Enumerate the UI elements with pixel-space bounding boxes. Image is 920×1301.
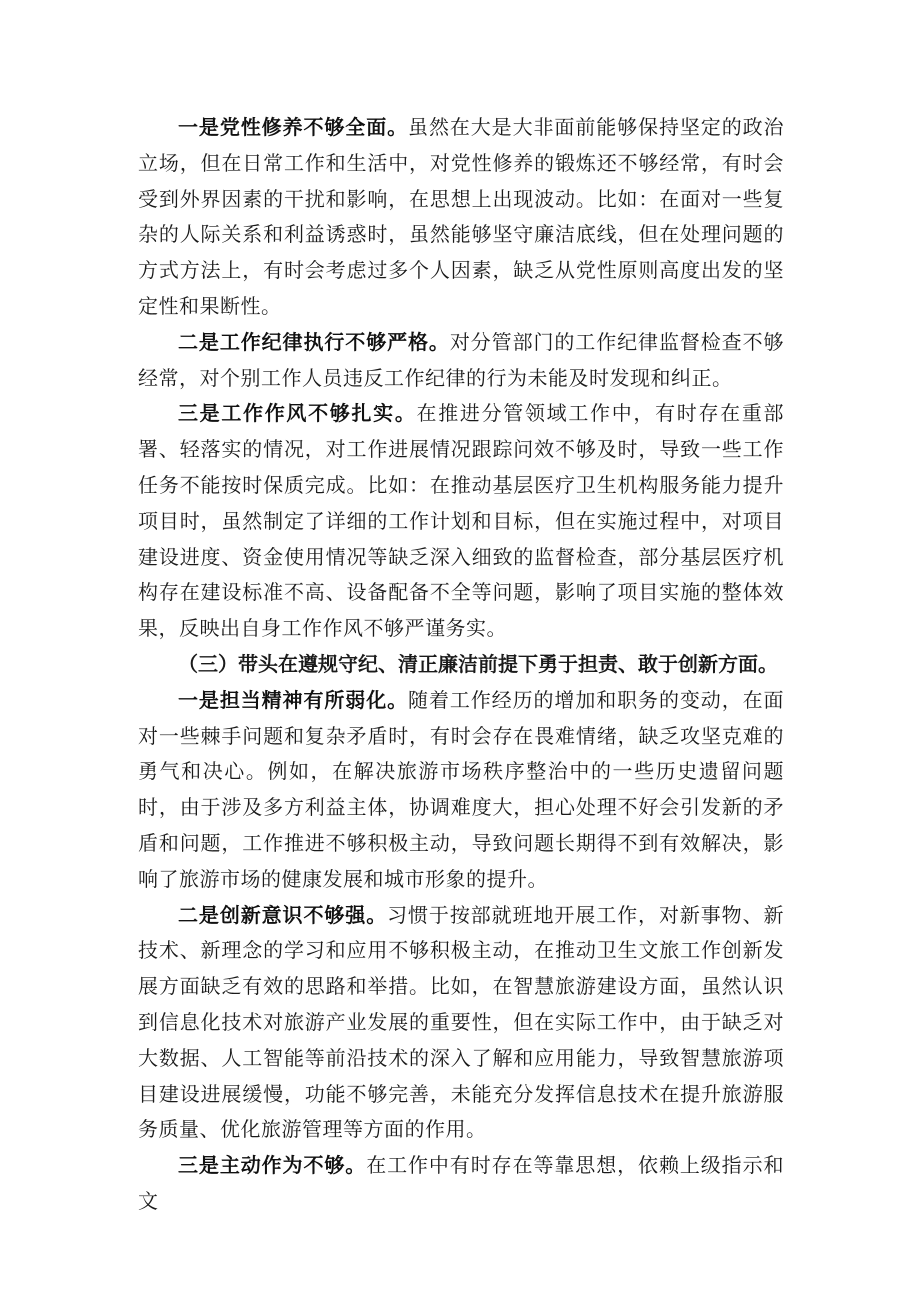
paragraph-innovation	[138, 898, 784, 1149]
paragraph-party-cultivation	[138, 110, 784, 325]
paragraph-lead: 三是主动作为不够。	[178, 1153, 367, 1178]
paragraph-text: 随着工作经历的增加和职务的变动，在面对一些棘手问题和复杂矛盾时，有时会存在畏难情绪，缺乏攻坚克难的勇气和决心。例如，在解决旅游市场秩序整治中的一些历史遗留问题时，由于涉及多方利益主体，协调难度大，担心处理不好会引发新的矛盾和问题，工作推进不够积极主动，导致问题长期得不到有效解决，影响了旅游市场的健康发展和城市形象的提升。	[138, 687, 785, 891]
paragraph-work-discipline	[138, 325, 784, 397]
paragraph-text: 虽然在大是大非面前能够保持坚定的政治立场，但在日常工作和生活中，对党性修养的锻炼还不够经常，有时会受到外界因素的干扰和影响，在思想上出现波动。比如：在面对一些复杂的人际关系和利益诱惑时，虽然能够坚守廉洁底线，但在处理问题的方式方法上，有时会考虑过多个人因素，缺乏从党性原则高度出发的坚定性和果断性。	[138, 115, 785, 318]
paragraph-lead: 二是创新意识不够强。	[178, 902, 388, 927]
document-body	[138, 110, 784, 1220]
paragraph-text: 在工作中有时存在等靠思想，依赖上级指示和文	[138, 1153, 785, 1213]
paragraph-text: 在推进分管领域工作中，有时存在重部署、轻落实的情况，对工作进展情况跟踪问效不够及时，导致一些工作任务不能按时保质完成。比如：在推动基层医疗卫生机构服务能力提升项目时，虽然制定了详细的工作计划和目标，但在实施过程中，对项目建设进度、资金使用情况等缺乏深入细致的监督检查，部分基层医疗机构存在建设标准不高、设备配备不全等问题，影响了项目实施的整体效果，反映出自身工作作风不够严谨务实。	[138, 401, 785, 641]
paragraph-lead: 三是工作作风不够扎实。	[178, 401, 417, 426]
section-heading: （三）带头在遵规守纪、清正廉洁前提下勇于担责、敢于创新方面。	[178, 651, 778, 676]
paragraph-lead: 一是党性修养不够全面。	[178, 115, 409, 139]
paragraph-lead: 二是工作纪律执行不够严格。	[178, 329, 450, 354]
paragraph-initiative	[138, 1148, 784, 1220]
paragraph-text: 习惯于按部就班地开展工作，对新事物、新技术、新理念的学习和应用不够积极主动，在推动卫生文旅工作创新发展方面缺乏有效的思路和举措。比如，在智慧旅游建设方面，虽然认识到信息化技术对旅游产业发展的重要性，但在实际工作中，由于缺乏对大数据、人工智能等前沿技术的深入了解和应用能力，导致智慧旅游项目建设进展缓慢，功能不够完善，未能充分发挥信息技术在提升旅游服务质量、优化旅游管理等方面的作用。	[138, 902, 785, 1142]
paragraph-work-style	[138, 396, 784, 647]
paragraph-lead: 一是担当精神有所弱化。	[178, 687, 409, 712]
paragraph-text: 对分管部门的工作纪律监督检查不够经常，对个别工作人员违反工作纪律的行为未能及时发现和纠正。	[138, 329, 785, 390]
paragraph-responsibility	[138, 683, 784, 898]
